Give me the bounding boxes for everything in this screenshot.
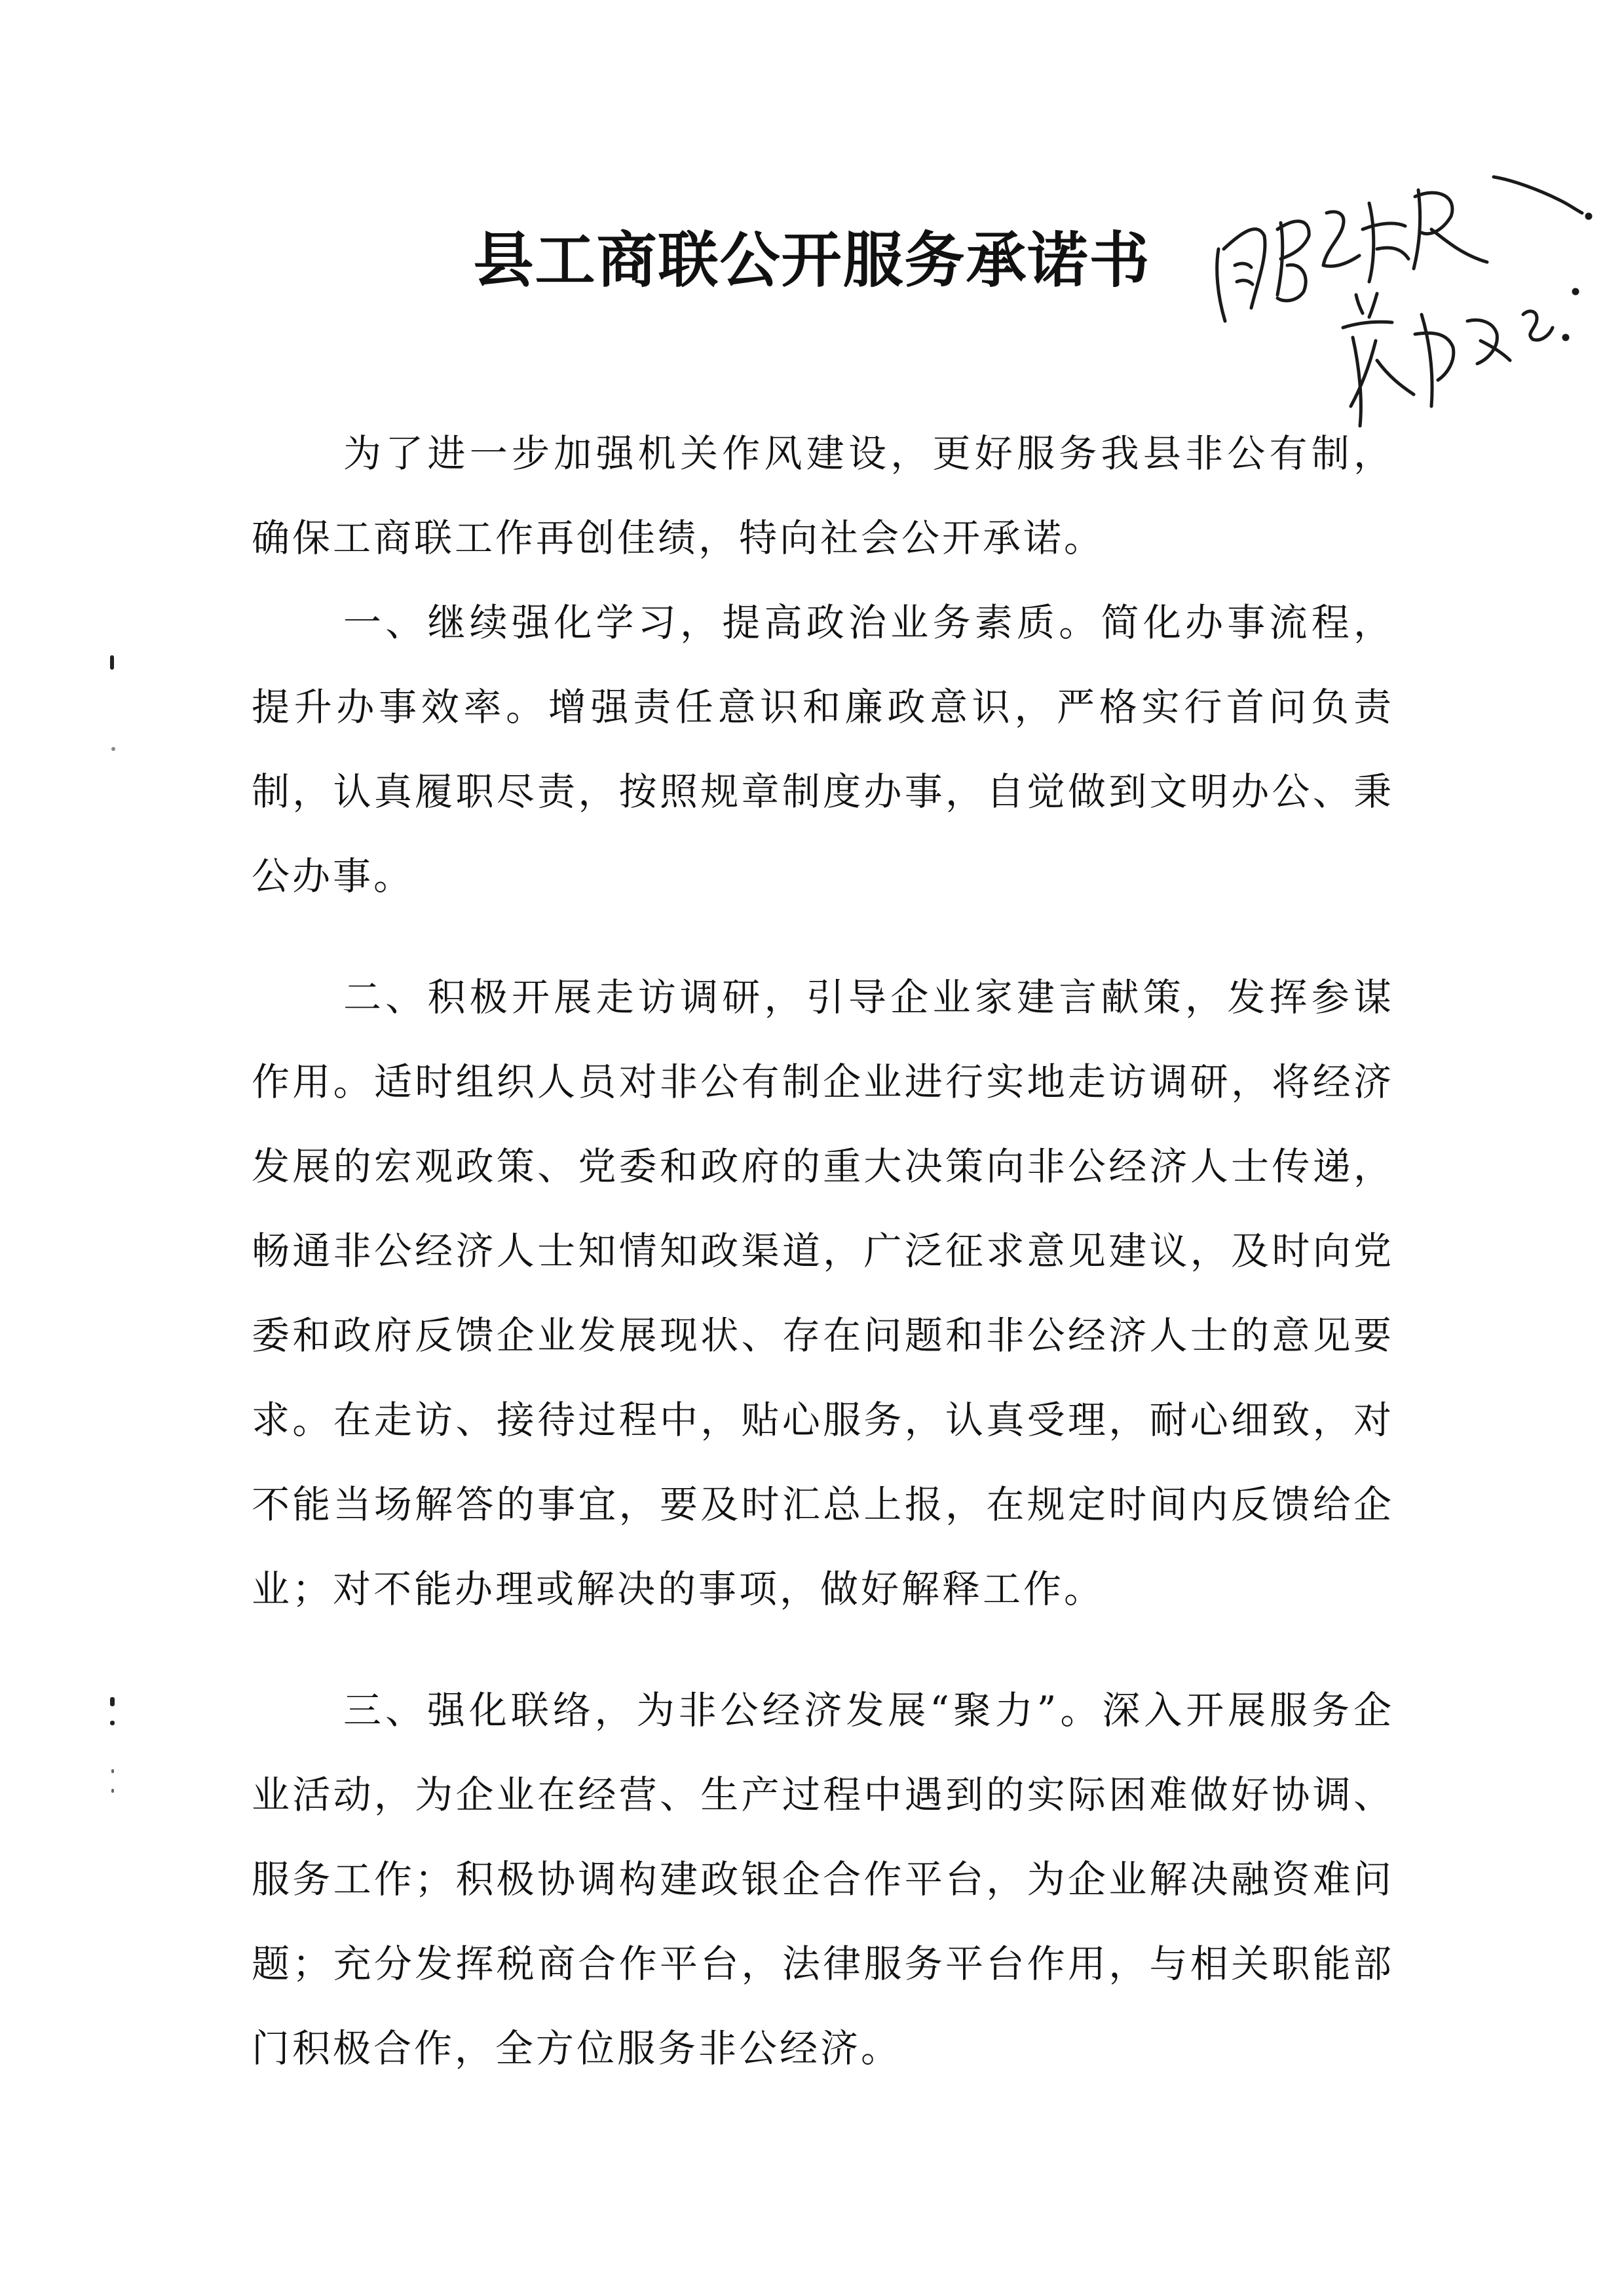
commitment-paragraph-3: 三、强化联络，为非公经济发展“聚力”。深入开展服务企业活动，为企业在经营、生产过程中遇到的实际困难做好协调、服务工作；积极协调构建政银企合作平台，为企业解决融资难问题；充分发挥税商合作平台，法律服务平台作用，与相关职能部门积极合作，全方位服务非公经济。	[252, 1688, 1394, 2071]
commitment-paragraph-2: 二、积极开展走访调研，引导企业家建言献策，发挥参谋作用。适时组织人员对非公有制企业进行实地走访调研，将经济发展的宏观政策、党委和政府的重大决策向非公经济人士传递，畅通非公经济人士知情知政渠道，广泛征求意见建议，及时向党委和政府反馈企业发展现状、存在问题和非公经济人士的意见要求。在走访、接待过程中，贴心服务，认真受理，耐心细致，对不能当场解答的事宜，要及时汇总上报，在规定时间内反馈给企业；对不能办理或解决的事项，做好解释工作。	[252, 975, 1394, 1611]
document-body	[252, 411, 1394, 2091]
scan-speck	[110, 1721, 115, 1725]
intro-paragraph: 为了进一步加强机关作风建设，更好服务我县非公有制，确保工商联工作再创佳绩，特向社会公开承诺。	[252, 431, 1394, 560]
document-title: 县工商联公开服务承诺书	[473, 225, 1151, 296]
handwritten-signature	[1205, 151, 1598, 452]
scan-speck	[110, 1697, 115, 1706]
scan-speck	[111, 747, 115, 751]
scan-speck	[111, 1789, 114, 1793]
scan-speck	[110, 655, 114, 670]
signature-strokes-icon	[1205, 151, 1598, 452]
scan-margin-marks	[105, 0, 131, 2296]
scan-speck	[111, 1769, 114, 1773]
commitment-paragraph-1: 一、继续强化学习，提高政治业务素质。简化办事流程，提升办事效率。增强责任意识和廉政意识，严格实行首问负责制，认真履职尽责，按照规章制度办事，自觉做到文明办公、秉公办事。	[252, 600, 1394, 898]
